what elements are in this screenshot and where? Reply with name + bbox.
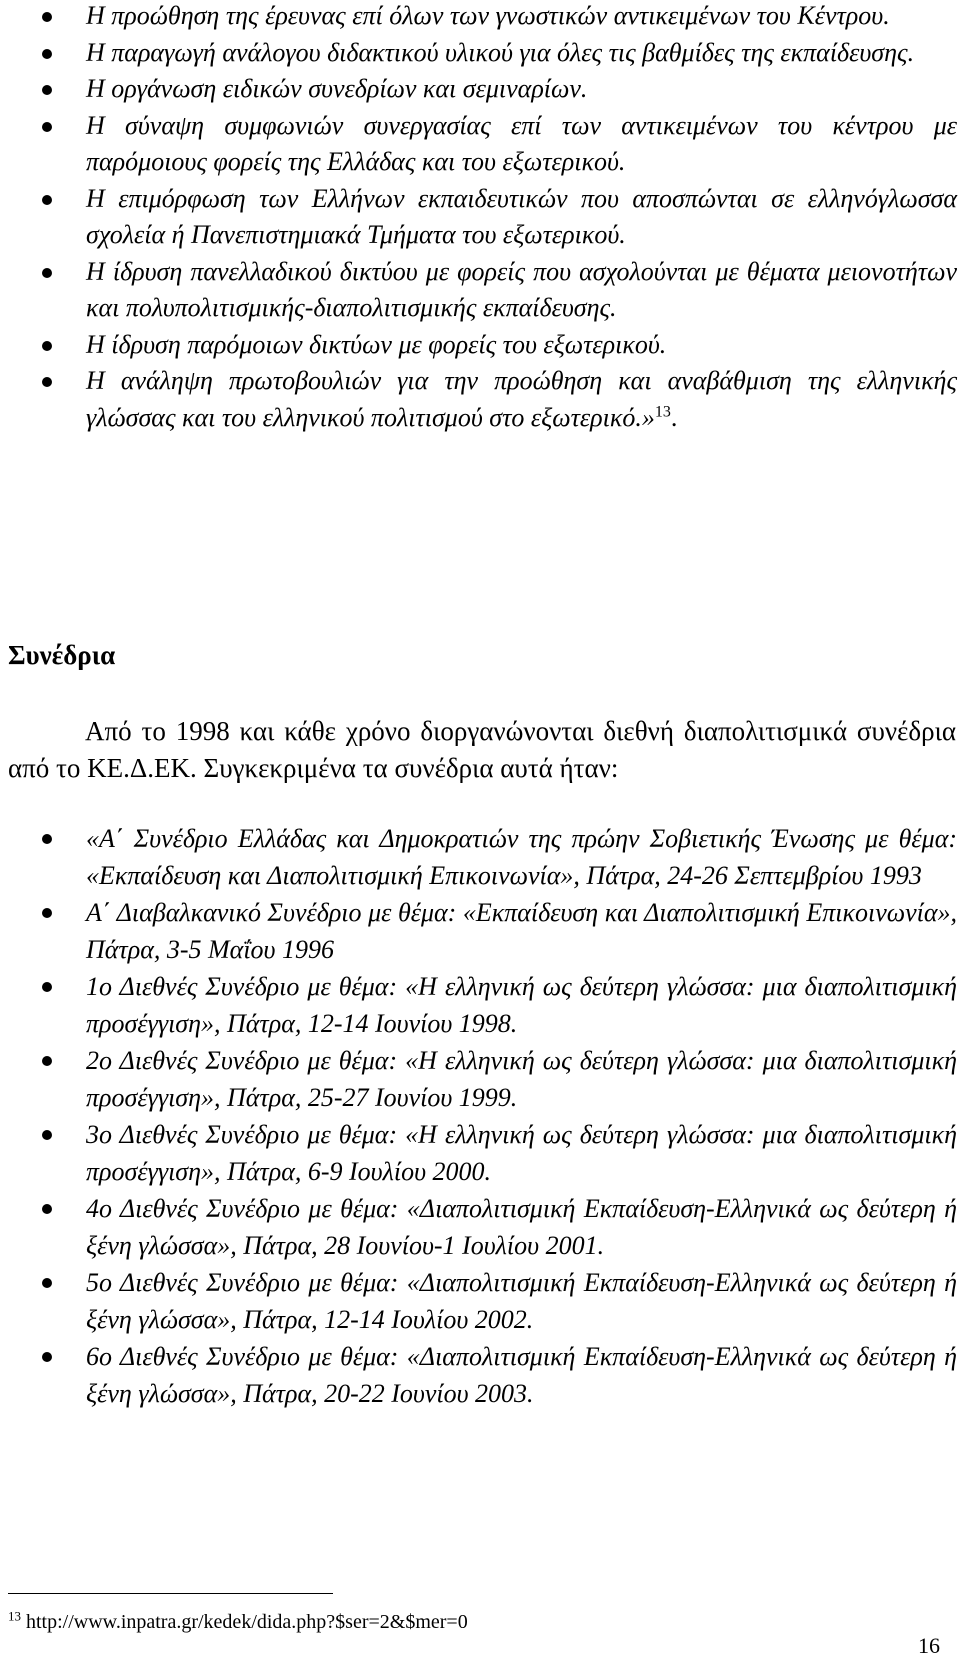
- list-item-text: Η παραγωγή ανάλογου διδακτικού υλικού για όλες τις βαθμίδες της εκπαίδευσης.: [86, 37, 915, 67]
- list-item-text: «Α΄ Συνέδριο Ελλάδας και Δημοκρατιών της πρώην Σοβιετικής Ένωσης με θέμα: «Εκπαίδευση και Διαπολιτισμική Επικοινωνία», Πάτρα, 24-26 Σεπτεμβρίου 1993: [86, 824, 957, 890]
- bullet-icon: [42, 49, 52, 59]
- list-item-text: Η προώθηση της έρευνας επί όλων των γνωστικών αντικειμένων του Κέντρου.: [86, 1, 890, 30]
- footnote: [8, 1608, 468, 1634]
- list-item-text: Η επιμόρφωση των Ελλήνων εκπαιδευτικών που αποσπώνται σε ελληνόγλωσσα σχολεία ή Πανεπιστημιακά Τμήματα του εξωτερικού.: [86, 183, 957, 249]
- footnote-reference[interactable]: 13: [654, 402, 671, 420]
- bullet-icon: [42, 122, 52, 132]
- bullet-icon: [42, 1056, 52, 1066]
- list-item: [0, 108, 957, 181]
- list-item-text: 4ο Διεθνές Συνέδριο με θέμα: «Διαπολιτισμική Εκπαίδευση-Ελληνικά ως δεύτερη ή ξένη γλώσσα», Πάτρα, 28 Ιουνίου-1 Ιουλίου 2001.: [86, 1194, 957, 1260]
- list-item-text: 3ο Διεθνές Συνέδριο με θέμα: «Η ελληνική ως δεύτερη γλώσσα: μια διαπολιτισμική προσέγγιση», Πάτρα, 6-9 Ιουλίου 2000.: [86, 1120, 957, 1186]
- list-item-text: Η ανάληψη πρωτοβουλιών για την προώθηση και αναβάθμιση της ελληνικής γλώσσας και του ελληνικού πολιτισμού στο εξωτερικό.»: [86, 366, 957, 432]
- section-intro: Από το 1998 και κάθε χρόνο διοργανώνονται διεθνή διαπολιτισμικά συνέδρια από το ΚΕ.Δ.ΕΚ. Συγκεκριμένα τα συνέδρια αυτά ήταν:: [8, 716, 956, 783]
- list-item-text: 6ο Διεθνές Συνέδριο με θέμα: «Διαπολιτισμική Εκπαίδευση-Ελληνικά ως δεύτερη ή ξένη γλώσσα», Πάτρα, 20-22 Ιουνίου 2003.: [86, 1342, 957, 1408]
- list-item: [0, 894, 957, 968]
- list-item-text: 5ο Διεθνές Συνέδριο με θέμα: «Διαπολιτισμική Εκπαίδευση-Ελληνικά ως δεύτερη ή ξένη γλώσσα», Πάτρα, 12-14 Ιουλίου 2002.: [86, 1268, 957, 1334]
- bullet-icon: [42, 834, 52, 844]
- objectives-list: [0, 0, 960, 436]
- bullet-icon: [42, 1204, 52, 1214]
- footnote-divider: [8, 1593, 333, 1594]
- bullet-icon: [42, 195, 52, 205]
- footnote-link[interactable]: http://www.inpatra.gr/kedek/dida.php?$ser=2&$mer=0: [26, 1611, 468, 1633]
- list-item: [0, 35, 957, 72]
- list-item: [0, 181, 957, 254]
- trailing-punctuation: .: [670, 402, 678, 432]
- bullet-icon: [42, 268, 52, 278]
- bullet-icon: [42, 85, 52, 95]
- list-item: [0, 968, 957, 1042]
- list-item: [0, 820, 957, 894]
- bullet-icon: [42, 1352, 52, 1362]
- list-item: [0, 363, 957, 436]
- list-item: [0, 1338, 957, 1412]
- list-item: [0, 71, 957, 108]
- section-heading: Συνέδρια: [8, 640, 116, 670]
- bullet-icon: [42, 982, 52, 992]
- conferences-list: [0, 820, 960, 1412]
- list-item: [0, 1264, 957, 1338]
- list-item-text: 1ο Διεθνές Συνέδριο με θέμα: «Η ελληνική ως δεύτερη γλώσσα: μια διαπολιτισμική προσέγγιση», Πάτρα, 12-14 Ιουνίου 1998.: [86, 972, 957, 1038]
- page-number: 16: [918, 1633, 940, 1658]
- bullet-icon: [42, 1278, 52, 1288]
- footnote-number: 13: [8, 1608, 21, 1624]
- bullet-icon: [42, 377, 52, 387]
- list-item-text: 2ο Διεθνές Συνέδριο με θέμα: «Η ελληνική ως δεύτερη γλώσσα: μια διαπολιτισμική προσέγγιση», Πάτρα, 25-27 Ιουνίου 1999.: [86, 1046, 957, 1112]
- list-item-text: Α΄ Διαβαλκανικό Συνέδριο με θέμα: «Εκπαίδευση και Διαπολιτισμική Επικοινωνία», Πάτρα, 3-5 Μαΐου 1996: [86, 898, 957, 964]
- list-item-text: Η οργάνωση ειδικών συνεδρίων και σεμιναρίων.: [86, 74, 588, 103]
- list-item: [0, 1042, 957, 1116]
- list-item: [0, 254, 957, 327]
- list-item-text: Η σύναψη συμφωνιών συνεργασίας επί των αντικειμένων του κέντρου με παρόμοιους φορείς της Ελλάδας και του εξωτερικού.: [86, 110, 957, 176]
- bullet-icon: [42, 341, 52, 351]
- bullet-icon: [42, 12, 52, 22]
- list-item: [0, 0, 957, 35]
- list-item-text: Η ίδρυση πανελλαδικού δικτύου με φορείς που ασχολούνται με θέματα μειονοτήτων και πολυπολιτισμικής-διαπολιτισμικής εκπαίδευσης.: [86, 256, 957, 322]
- bullet-icon: [42, 1130, 52, 1140]
- bullet-icon: [42, 908, 52, 918]
- list-item-text: Η ίδρυση παρόμοιων δικτύων με φορείς του εξωτερικού.: [86, 329, 667, 359]
- list-item: [0, 1190, 957, 1264]
- list-item: [0, 1116, 957, 1190]
- list-item: [0, 327, 957, 364]
